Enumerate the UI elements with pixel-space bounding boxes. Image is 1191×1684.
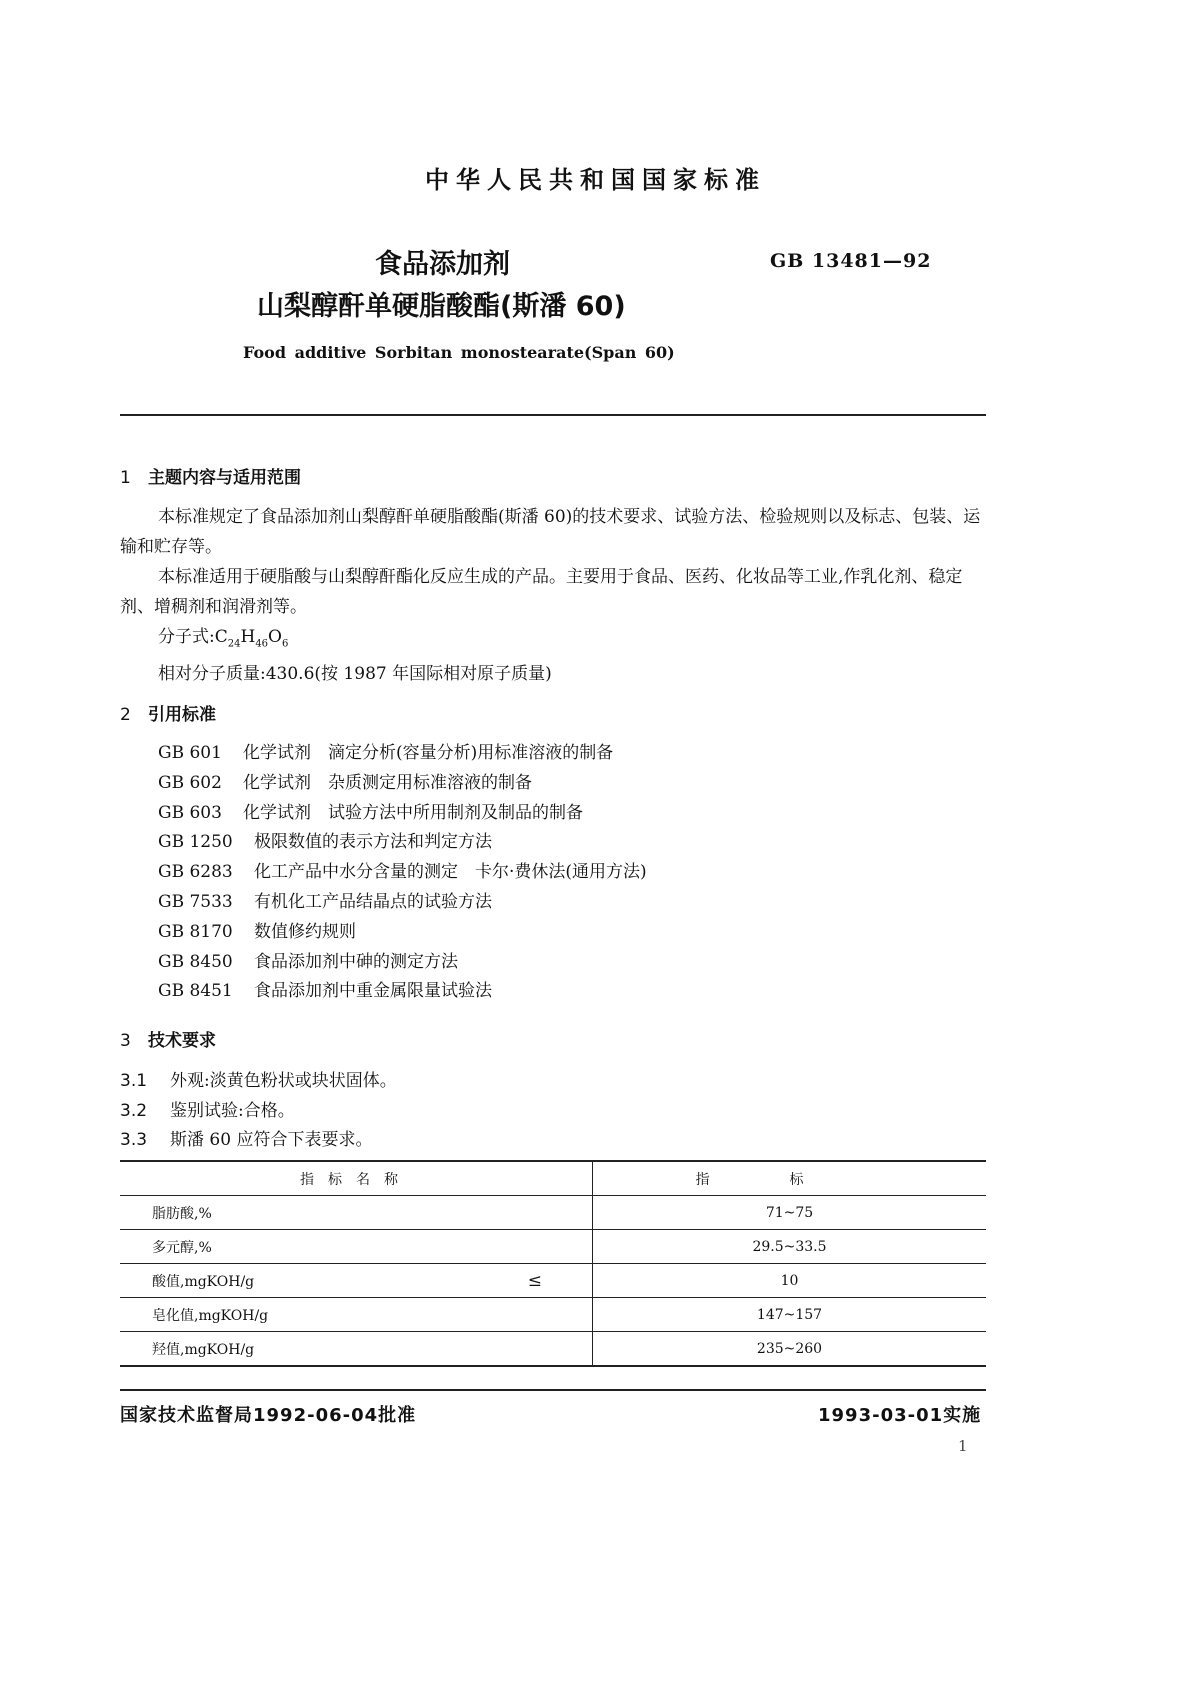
reference-code: GB 1250 [158,832,233,853]
table-header-row [120,1161,986,1196]
title-line-1: 食品添加剂 [375,249,510,280]
formula-element: C [214,627,228,647]
header-divider [120,414,986,416]
column-header-name: 指标名称 [120,1161,593,1196]
footer-divider [120,1389,986,1391]
formula-subscript: 46 [255,638,269,650]
reference-title: 化学试剂 滴定分析(容量分析)用标准溶液的制备 [243,743,614,763]
section-title: 引用标准 [148,705,216,725]
clause-text: 外观:淡黄色粉状或块状固体。 [170,1071,397,1091]
formula-element: H [240,627,256,647]
page-number: 1 [958,1437,968,1455]
standard-code: GB 13481—92 [770,250,932,272]
requirement-list [120,1067,397,1156]
indicator-name [120,1230,593,1264]
indicator-value: 10 [593,1264,987,1298]
table-row [120,1230,986,1264]
section-3-heading [120,1026,216,1051]
reference-code: GB 8451 [158,981,233,1002]
reference-item [158,948,647,978]
requirement-item [120,1126,397,1156]
reference-code: GB 6283 [158,862,233,883]
indicator-name [120,1196,593,1230]
clause-text: 斯潘 60 应符合下表要求。 [170,1130,373,1151]
section-1-body [120,502,986,689]
formula-subscript: 6 [281,638,289,650]
reference-title: 化工产品中水分含量的测定 卡尔·费休法(通用方法) [254,862,647,883]
molecular-mass: 相对分子质量:430.6(按 1987 年国际相对原子质量) [158,664,552,685]
reference-item [158,977,647,1007]
reference-item [158,858,647,888]
indicator-name [120,1332,593,1367]
indicator-label: 脂肪酸,% [152,1205,212,1222]
indicator-value: 235~260 [593,1332,987,1367]
reference-title: 数值修约规则 [254,921,356,942]
indicator-label: 酸值,mgKOH/g [152,1273,255,1290]
indicator-value: 147~157 [593,1298,987,1332]
paragraph: 本标准适用于硬脂酸与山梨醇酐酯化反应生成的产品。主要用于食品、医药、化妆品等工业,作乳化剂、稳定剂、增稠剂和润滑剂等。 [120,567,963,617]
reference-item [158,769,647,799]
reference-title: 食品添加剂中重金属限量试验法 [254,981,492,1002]
reference-title: 有机化工产品结晶点的试验方法 [254,891,492,912]
requirement-item [120,1067,397,1097]
paragraph: 本标准规定了食品添加剂山梨醇酐单硬脂酸酯(斯潘 60)的技术要求、试验方法、检验规则以及标志、包装、运输和贮存等。 [120,507,981,557]
indicator-label: 羟值,mgKOH/g [152,1341,255,1358]
clause-number: 3.3 [120,1130,148,1151]
reference-code: GB 603 [158,802,222,823]
column-header-value: 指标 [593,1161,987,1196]
formula-label: 分子式: [158,627,215,647]
effective-date: 1993-03-01实施 [818,1405,982,1426]
clause-number: 3.1 [120,1071,148,1091]
reference-title: 化学试剂 杂质测定用标准溶液的制备 [243,772,532,793]
formula-element: O [268,627,282,647]
table-row [120,1298,986,1332]
section-title: 主题内容与适用范围 [148,468,301,488]
approval-date: 国家技术监督局1992-06-04批准 [120,1405,417,1426]
section-2-heading [120,700,216,725]
reference-code: GB 8170 [158,921,233,942]
molecular-formula [120,622,986,659]
english-title: Food additive Sorbitan monostearate(Span 60) [243,343,675,362]
reference-item [158,799,647,829]
section-1-heading [120,463,301,488]
formula-subscript: 24 [227,638,241,650]
reference-code: GB 8450 [158,951,233,972]
indicator-label: 皂化值,mgKOH/g [152,1307,269,1324]
clause-number: 3.2 [120,1100,148,1121]
table-row [120,1332,986,1367]
less-equal-qualifier: ≤ [527,1271,542,1291]
title-line-2: 山梨醇酐单硬脂酸酯(斯潘 60) [257,291,626,322]
reference-title: 化学试剂 试验方法中所用制剂及制品的制备 [243,802,583,823]
requirements-table [120,1160,986,1367]
indicator-name [120,1264,593,1298]
section-title: 技术要求 [148,1031,216,1051]
indicator-value: 29.5~33.5 [593,1230,987,1264]
requirement-item [120,1097,397,1127]
reference-item [158,888,647,918]
reference-list [158,739,647,1007]
reference-item [158,918,647,948]
reference-code: GB 602 [158,772,222,793]
indicator-name [120,1298,593,1332]
section-number: 3 [120,1031,131,1051]
reference-code: GB 601 [158,743,222,763]
reference-item [158,828,647,858]
reference-code: GB 7533 [158,891,233,912]
table-row [120,1264,986,1298]
clause-text: 鉴别试验:合格。 [170,1100,295,1121]
section-number: 1 [120,468,131,488]
table-row [120,1196,986,1230]
reference-item [158,739,647,769]
section-number: 2 [120,705,131,725]
reference-title: 食品添加剂中砷的测定方法 [254,951,458,972]
national-standard-heading: 中华人民共和国国家标准 [425,166,766,194]
indicator-label: 多元醇,% [152,1239,212,1256]
reference-title: 极限数值的表示方法和判定方法 [254,832,492,853]
indicator-value: 71~75 [593,1196,987,1230]
